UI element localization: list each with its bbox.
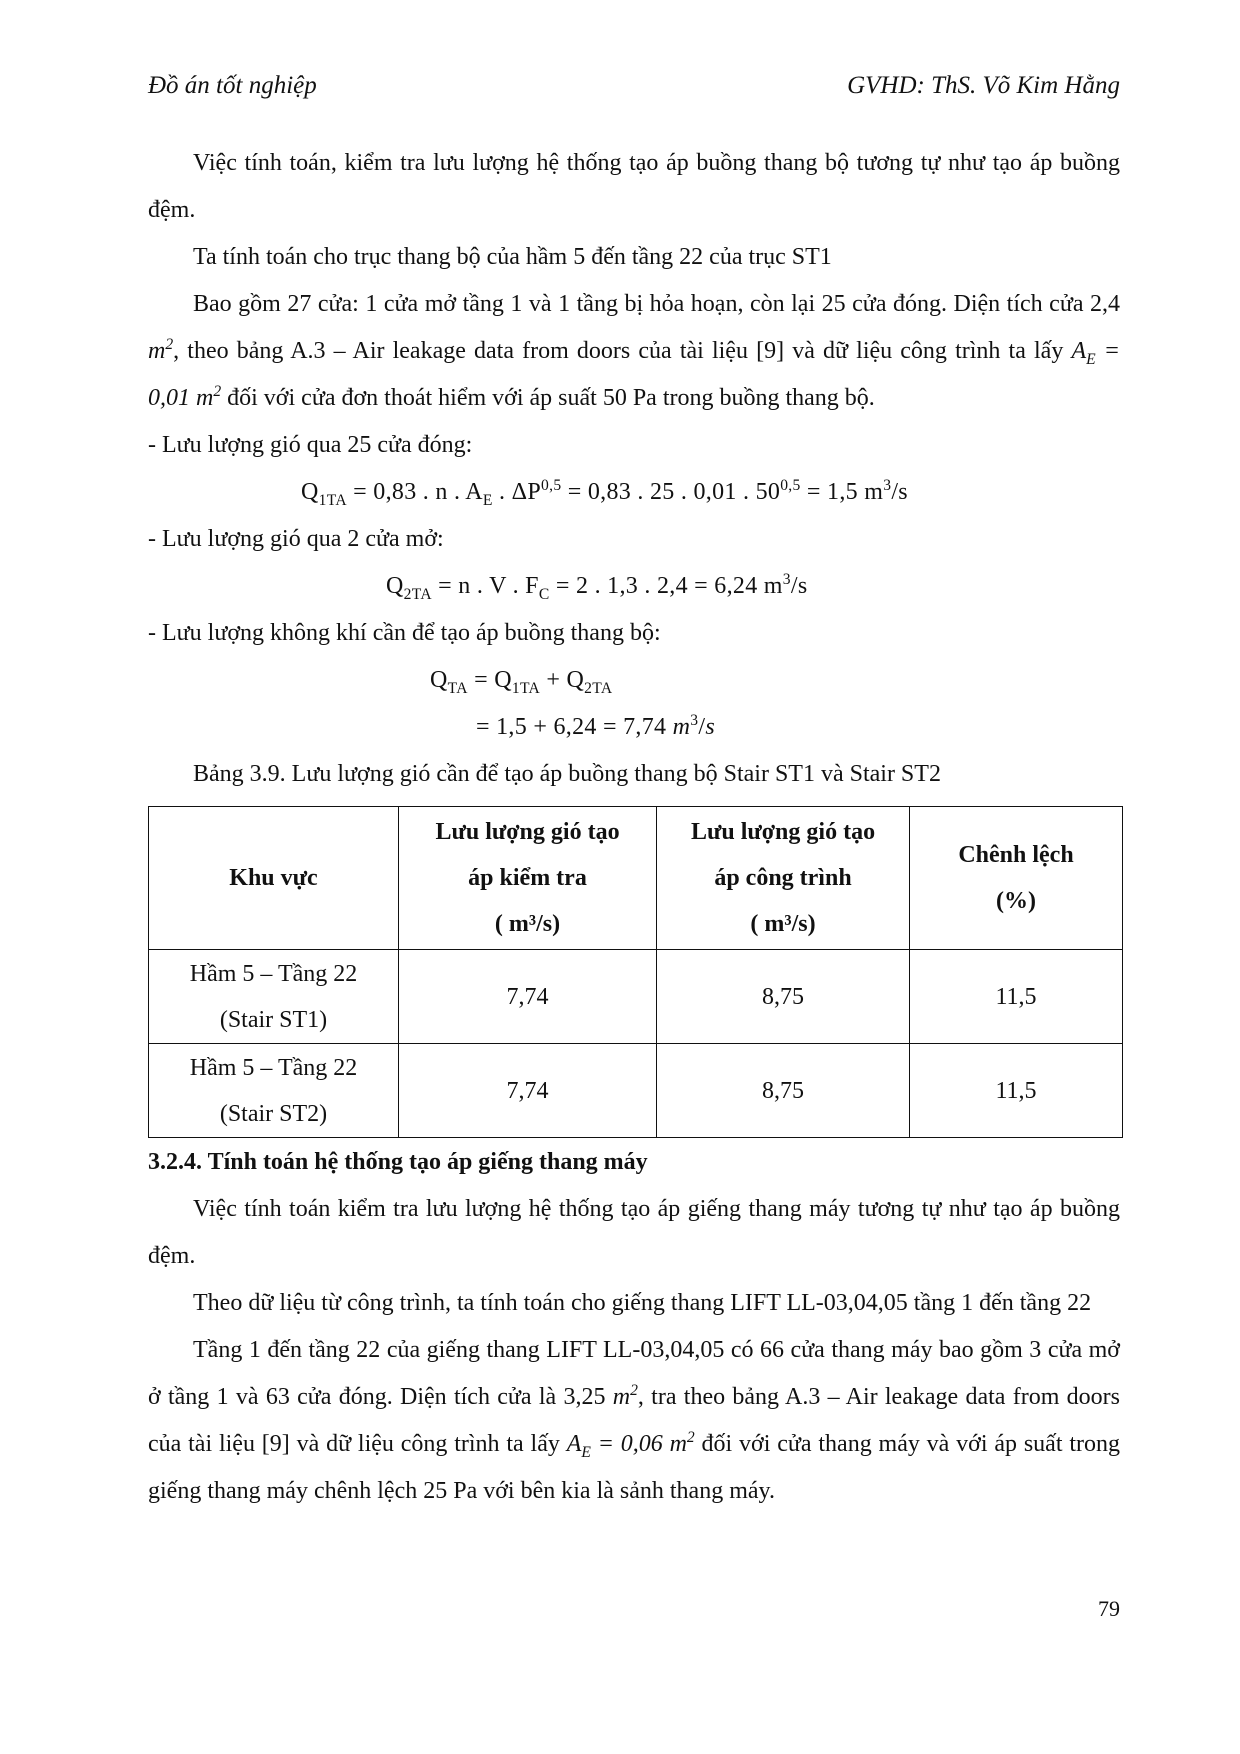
paragraph-2: Ta tính toán cho trục thang bộ của hầm 5 đến tầng 22 của trục ST1 — [193, 244, 832, 270]
header-check-flow: Lưu lượng gió tạo áp kiểm tra ( m³/s) — [399, 807, 657, 950]
cell-area: Hầm 5 – Tầng 22 (Stair ST1) — [149, 950, 399, 1044]
table-row — [149, 950, 1123, 1044]
cell-check: 7,74 — [399, 950, 657, 1044]
cell-project: 8,75 — [657, 1044, 910, 1138]
cell-diff: 11,5 — [910, 950, 1123, 1044]
formula-qta: $Q_{TA} = Q_{1TA} + Q_{2TA}$ — [430, 667, 613, 697]
formula-qta-result: = 1,5 + 6,24 = 7,74 $m^3/s$ — [476, 712, 715, 740]
bullet-closed-doors: - Lưu lượng gió qua 25 cửa đóng: — [148, 432, 473, 458]
formula-q2ta: $Q_{2TA} = n$ . V . $F_C = 2$ . 1,3 . 2,4 = 6,24 $m^3/s$ — [386, 571, 808, 603]
table-header-row — [149, 807, 1123, 950]
math-m2-lift: $m^2$ — [612, 1382, 638, 1410]
table-row — [149, 1044, 1123, 1138]
paragraph-3-part-b: , theo bảng A.3 – Air leakage data from doors của tài liệu [9] và dữ liệu công trình ta lấy — [173, 338, 1072, 364]
paragraph-3-part-a: Bao gồm 27 cửa: 1 cửa mở tầng 1 và 1 tầng bị hỏa hoạn, còn lại 25 cửa đóng. Diện tích cửa 2,4 — [193, 291, 1120, 317]
cell-project: 8,75 — [657, 950, 910, 1044]
page-content — [148, 140, 1120, 1515]
header-left: Đồ án tốt nghiệp — [148, 72, 317, 99]
header-right: GVHD: ThS. Võ Kim Hằng — [847, 72, 1120, 99]
page-header — [148, 72, 1120, 100]
section-paragraph-2: Theo dữ liệu từ công trình, ta tính toán cho giếng thang LIFT LL-03,04,05 tầng 1 đến tầng 22 — [193, 1290, 1092, 1316]
section-paragraph-3-part-c: đối với cửa thang máy và với áp suất trong giếng thang máy chênh lệch 25 Pa với bên kia là sảnh thang máy. — [148, 1431, 1120, 1504]
bullet-total-air: - Lưu lượng không khí cần để tạo áp buồng thang bộ: — [148, 620, 661, 646]
math-m2: $m^2$ — [148, 336, 174, 364]
formula-q1ta: $Q_{1TA} = 0,83$ . n . $A_E$ . ΔP$^{0,5}$ = 0,83 . 25 . 0,01 . $50^{0,5} = 1,5$ $m^3/s$ — [301, 477, 908, 509]
bullet-open-doors: - Lưu lượng gió qua 2 cửa mở: — [148, 526, 444, 552]
header-project-flow: Lưu lượng gió tạo áp công trình ( m³/s) — [657, 807, 910, 950]
cell-area: Hầm 5 – Tầng 22 (Stair ST2) — [149, 1044, 399, 1138]
cell-check: 7,74 — [399, 1044, 657, 1138]
table-caption: Bảng 3.9. Lưu lượng gió cần để tạo áp buồng thang bộ Stair ST1 và Stair ST2 — [193, 761, 941, 787]
header-area: Khu vực — [149, 807, 399, 950]
paragraph-3 — [148, 281, 1120, 422]
header-difference: Chênh lệch (%) — [910, 807, 1123, 950]
airflow-table — [148, 806, 1123, 1138]
section-paragraph-3 — [148, 1327, 1120, 1515]
paragraph-1: Việc tính toán, kiểm tra lưu lượng hệ thống tạo áp buồng thang bộ tương tự như tạo áp buồng đệm. — [148, 150, 1120, 223]
math-ae: $A_E = 0,01$ $m^2$ — [148, 338, 1120, 411]
page-number: 79 — [1098, 1596, 1120, 1621]
section-paragraph-1: Việc tính toán kiểm tra lưu lượng hệ thống tạo áp giếng thang máy tương tự như tạo áp buồng đệm. — [148, 1196, 1120, 1269]
section-heading: 3.2.4. Tính toán hệ thống tạo áp giếng thang máy — [148, 1149, 648, 1175]
paragraph-3-part-c: đối với cửa đơn thoát hiểm với áp suất 50 Pa trong buồng thang bộ. — [221, 385, 875, 411]
section-paragraph-3-part-b: , tra theo bảng A.3 – Air leakage data from doors của tài liệu [9] và dữ liệu công trình ta lấy — [148, 1384, 1120, 1457]
section-paragraph-3-part-a: Tầng 1 đến tầng 22 của giếng thang LIFT LL-03,04,05 có 66 cửa thang máy bao gồm 3 cửa mở ở tầng 1 và 63 cửa đóng. Diện tích cửa là 3,25 — [148, 1337, 1120, 1410]
math-ae-lift: $A_E = 0,06$ $m^2$ — [566, 1429, 695, 1461]
cell-diff: 11,5 — [910, 1044, 1123, 1138]
